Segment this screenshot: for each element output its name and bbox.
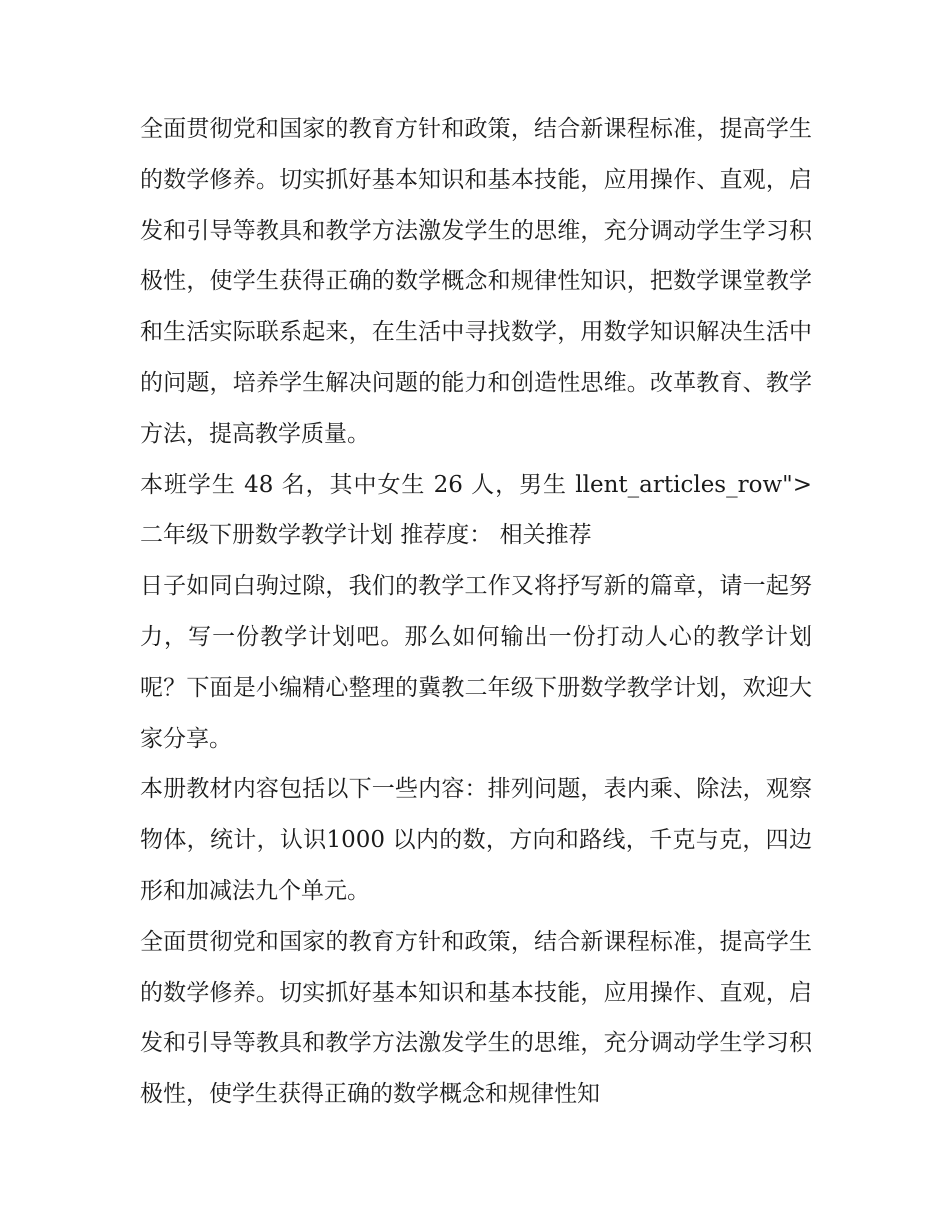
paragraph-textbook-content: 本册教材内容包括以下一些内容：排列问题，表内乘、除法，观察物体，统计，认识1000 以内的数，方向和路线，千克与克，四边形和加减法九个单元。 (140, 776, 812, 904)
paragraph-teaching-guidelines-repeat: 全面贯彻党和国家的教育方针和政策，结合新课程标准，提高学生的数学修养。切实抓好基本知识和基本技能，应用操作、直观，启发和引导等教具和教学方法激发学生的思维，充分调动学生学习积极性，使学生获得正确的数学概念和规律性知 (140, 928, 812, 1108)
paragraph-teaching-guidelines: 全面贯彻党和国家的教育方针和政策，结合新课程标准，提高学生的数学修养。切实抓好基本知识和基本技能，应用操作、直观，启发和引导等教具和教学方法激发学生的思维，充分调动学生学习积极性，使学生获得正确的数学概念和规律性知识，把数学课堂教学和生活实际联系起来，在生活中寻找数学，用数学知识解决生活中的问题，培养学生解决问题的能力和创造性思维。改革教育、教学方法，提高教学质量。 (140, 116, 812, 447)
paragraph-intro: 日子如同白驹过隙，我们的教学工作又将抒写新的篇章，请一起努力，写一份教学计划吧。那么如何输出一份打动人心的教学计划呢？下面是小编精心整理的冀教二年级下册数学教学计划，欢迎大家分享。 (140, 573, 812, 752)
paragraph-class-info: 本班学生 48 名，其中女生 26 人，男生 llent_articles_row"> 二年级下册数学教学计划 推荐度： 相关推荐 (140, 471, 812, 549)
document-body (140, 104, 812, 1120)
